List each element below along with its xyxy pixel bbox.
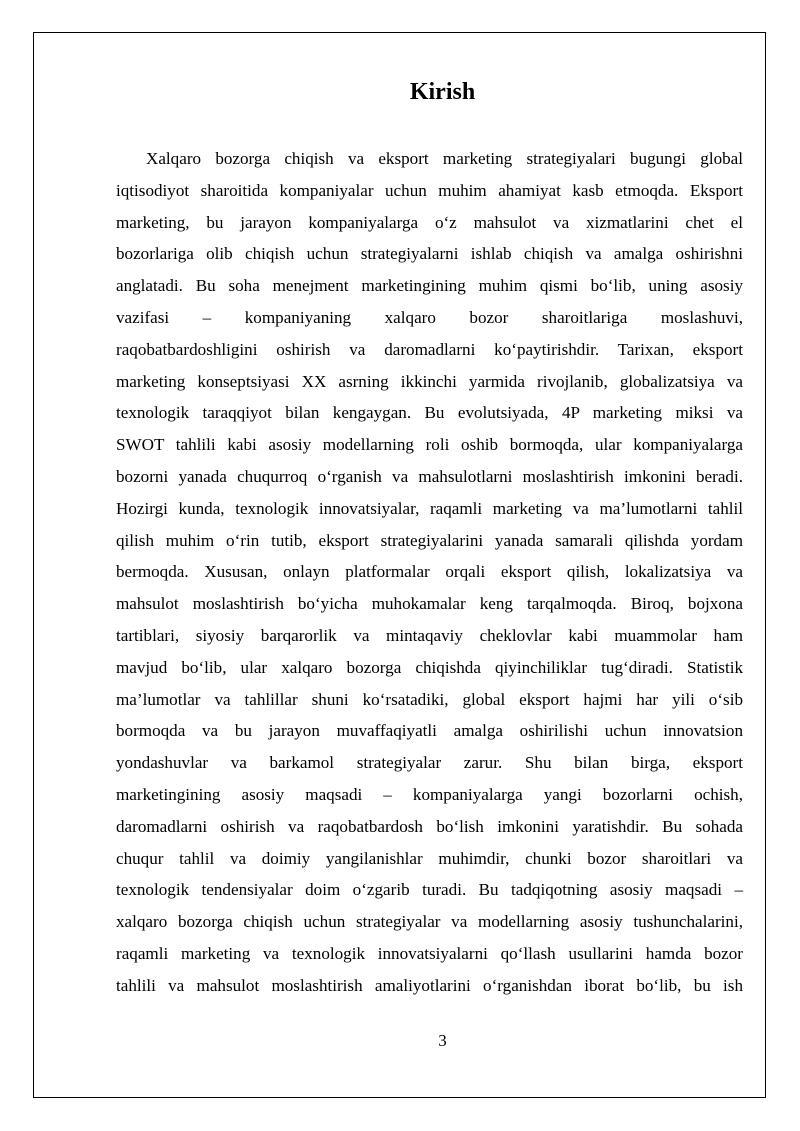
paragraph-line: marketing konseptsiyasi XX asrning ikkinchi yarmida rivojlanib, globalizatsiya va — [116, 371, 743, 391]
page-title: Kirish — [409, 79, 476, 105]
paragraph-line: texnologik taraqqiyot bilan kengaygan. Bu evolutsiyada, 4P marketing miksi va — [116, 403, 743, 423]
paragraph-line: bozorni yanada chuqurroq o‘rganish va mahsulotlarni moslashtirish imkonini beradi. — [116, 466, 743, 486]
paragraph-line: bozorlariga olib chiqish uchun strategiyalarni ishlab chiqish va amalga oshirishni — [116, 244, 743, 264]
paragraph-line: marketingining asosiy maqsadi – kompaniyalarga yangi bozorlarni ochish, — [116, 784, 743, 804]
paragraph-line: bermoqda. Xususan, onlayn platformalar orqali eksport qilish, lokalizatsiya va — [116, 562, 743, 582]
paragraph-line: Xalqaro bozorga chiqish va eksport marketing strategiyalari bugungi global — [146, 149, 743, 168]
paragraph-line: bormoqda va bu jarayon muvaffaqiyatli amalga oshirilishi uchun innovatsion — [116, 721, 743, 741]
page-number: 3 — [438, 1031, 447, 1050]
paragraph-line: chuqur tahlil va doimiy yangilanishlar muhimdir, chunki bozor sharoitlari va — [116, 848, 743, 868]
paragraph-line: vazifasi – kompaniyaning xalqaro bozor sharoitlariga moslashuvi, — [116, 307, 743, 327]
paragraph-line: mahsulot moslashtirish bo‘yicha muhokamalar keng tarqalmoqda. Biroq, bojxona — [116, 594, 743, 614]
paragraph-line: qilish muhim o‘rin tutib, eksport strategiyalarini yanada samarali qilishda yordam — [116, 530, 743, 550]
body-paragraph — [116, 143, 743, 1002]
paragraph-line: ma’lumotlar va tahlillar shuni ko‘rsatadiki, global eksport hajmi har yili o‘sib — [116, 689, 743, 709]
paragraph-line: Hozirgi kunda, texnologik innovatsiyalar, raqamli marketing va ma’lumotlarni tahlil — [116, 498, 743, 518]
paragraph-line: raqamli marketing va texnologik innovatsiyalarni qo‘llash usullarini hamda bozor — [116, 943, 743, 963]
paragraph-line: daromadlarni oshirish va raqobatbardosh bo‘lish imkonini yaratishdir. Bu sohada — [116, 816, 743, 836]
paragraph-line: tartiblari, siyosiy barqarorlik va mintaqaviy cheklovlar kabi muammolar ham — [116, 625, 743, 645]
paragraph-line: tahlili va mahsulot moslashtirish amaliyotlarini o‘rganishdan iborat bo‘lib, bu ish — [116, 975, 743, 995]
paragraph-line: SWOT tahlili kabi asosiy modellarning roli oshib bormoqda, ular kompaniyalarga — [116, 435, 743, 455]
paragraph-line: marketing, bu jarayon kompaniyalarga o‘z mahsulot va xizmatlarini chet el — [116, 212, 743, 232]
paragraph-line: yondashuvlar va barkamol strategiyalar zarur. Shu bilan birga, eksport — [116, 753, 743, 773]
paragraph-line: iqtisodiyot sharoitida kompaniyalar uchun muhim ahamiyat kasb etmoqda. Eksport — [116, 180, 743, 200]
paragraph-line: xalqaro bozorga chiqish uchun strategiyalar va modellarning asosiy tushunchalarini, — [116, 912, 743, 932]
paragraph-line: raqobatbardoshligini oshirish va daromadlarni ko‘paytirishdir. Tarixan, eksport — [116, 339, 743, 359]
paragraph-line: anglatadi. Bu soha menejment marketingining muhim qismi bo‘lib, uning asosiy — [116, 276, 743, 296]
paragraph-line: mavjud bo‘lib, ular xalqaro bozorga chiqishda qiyinchiliklar tug‘diradi. Statistik — [116, 657, 743, 677]
paragraph-line: texnologik tendensiyalar doim o‘zgarib turadi. Bu tadqiqotning asosiy maqsadi – — [116, 880, 743, 900]
